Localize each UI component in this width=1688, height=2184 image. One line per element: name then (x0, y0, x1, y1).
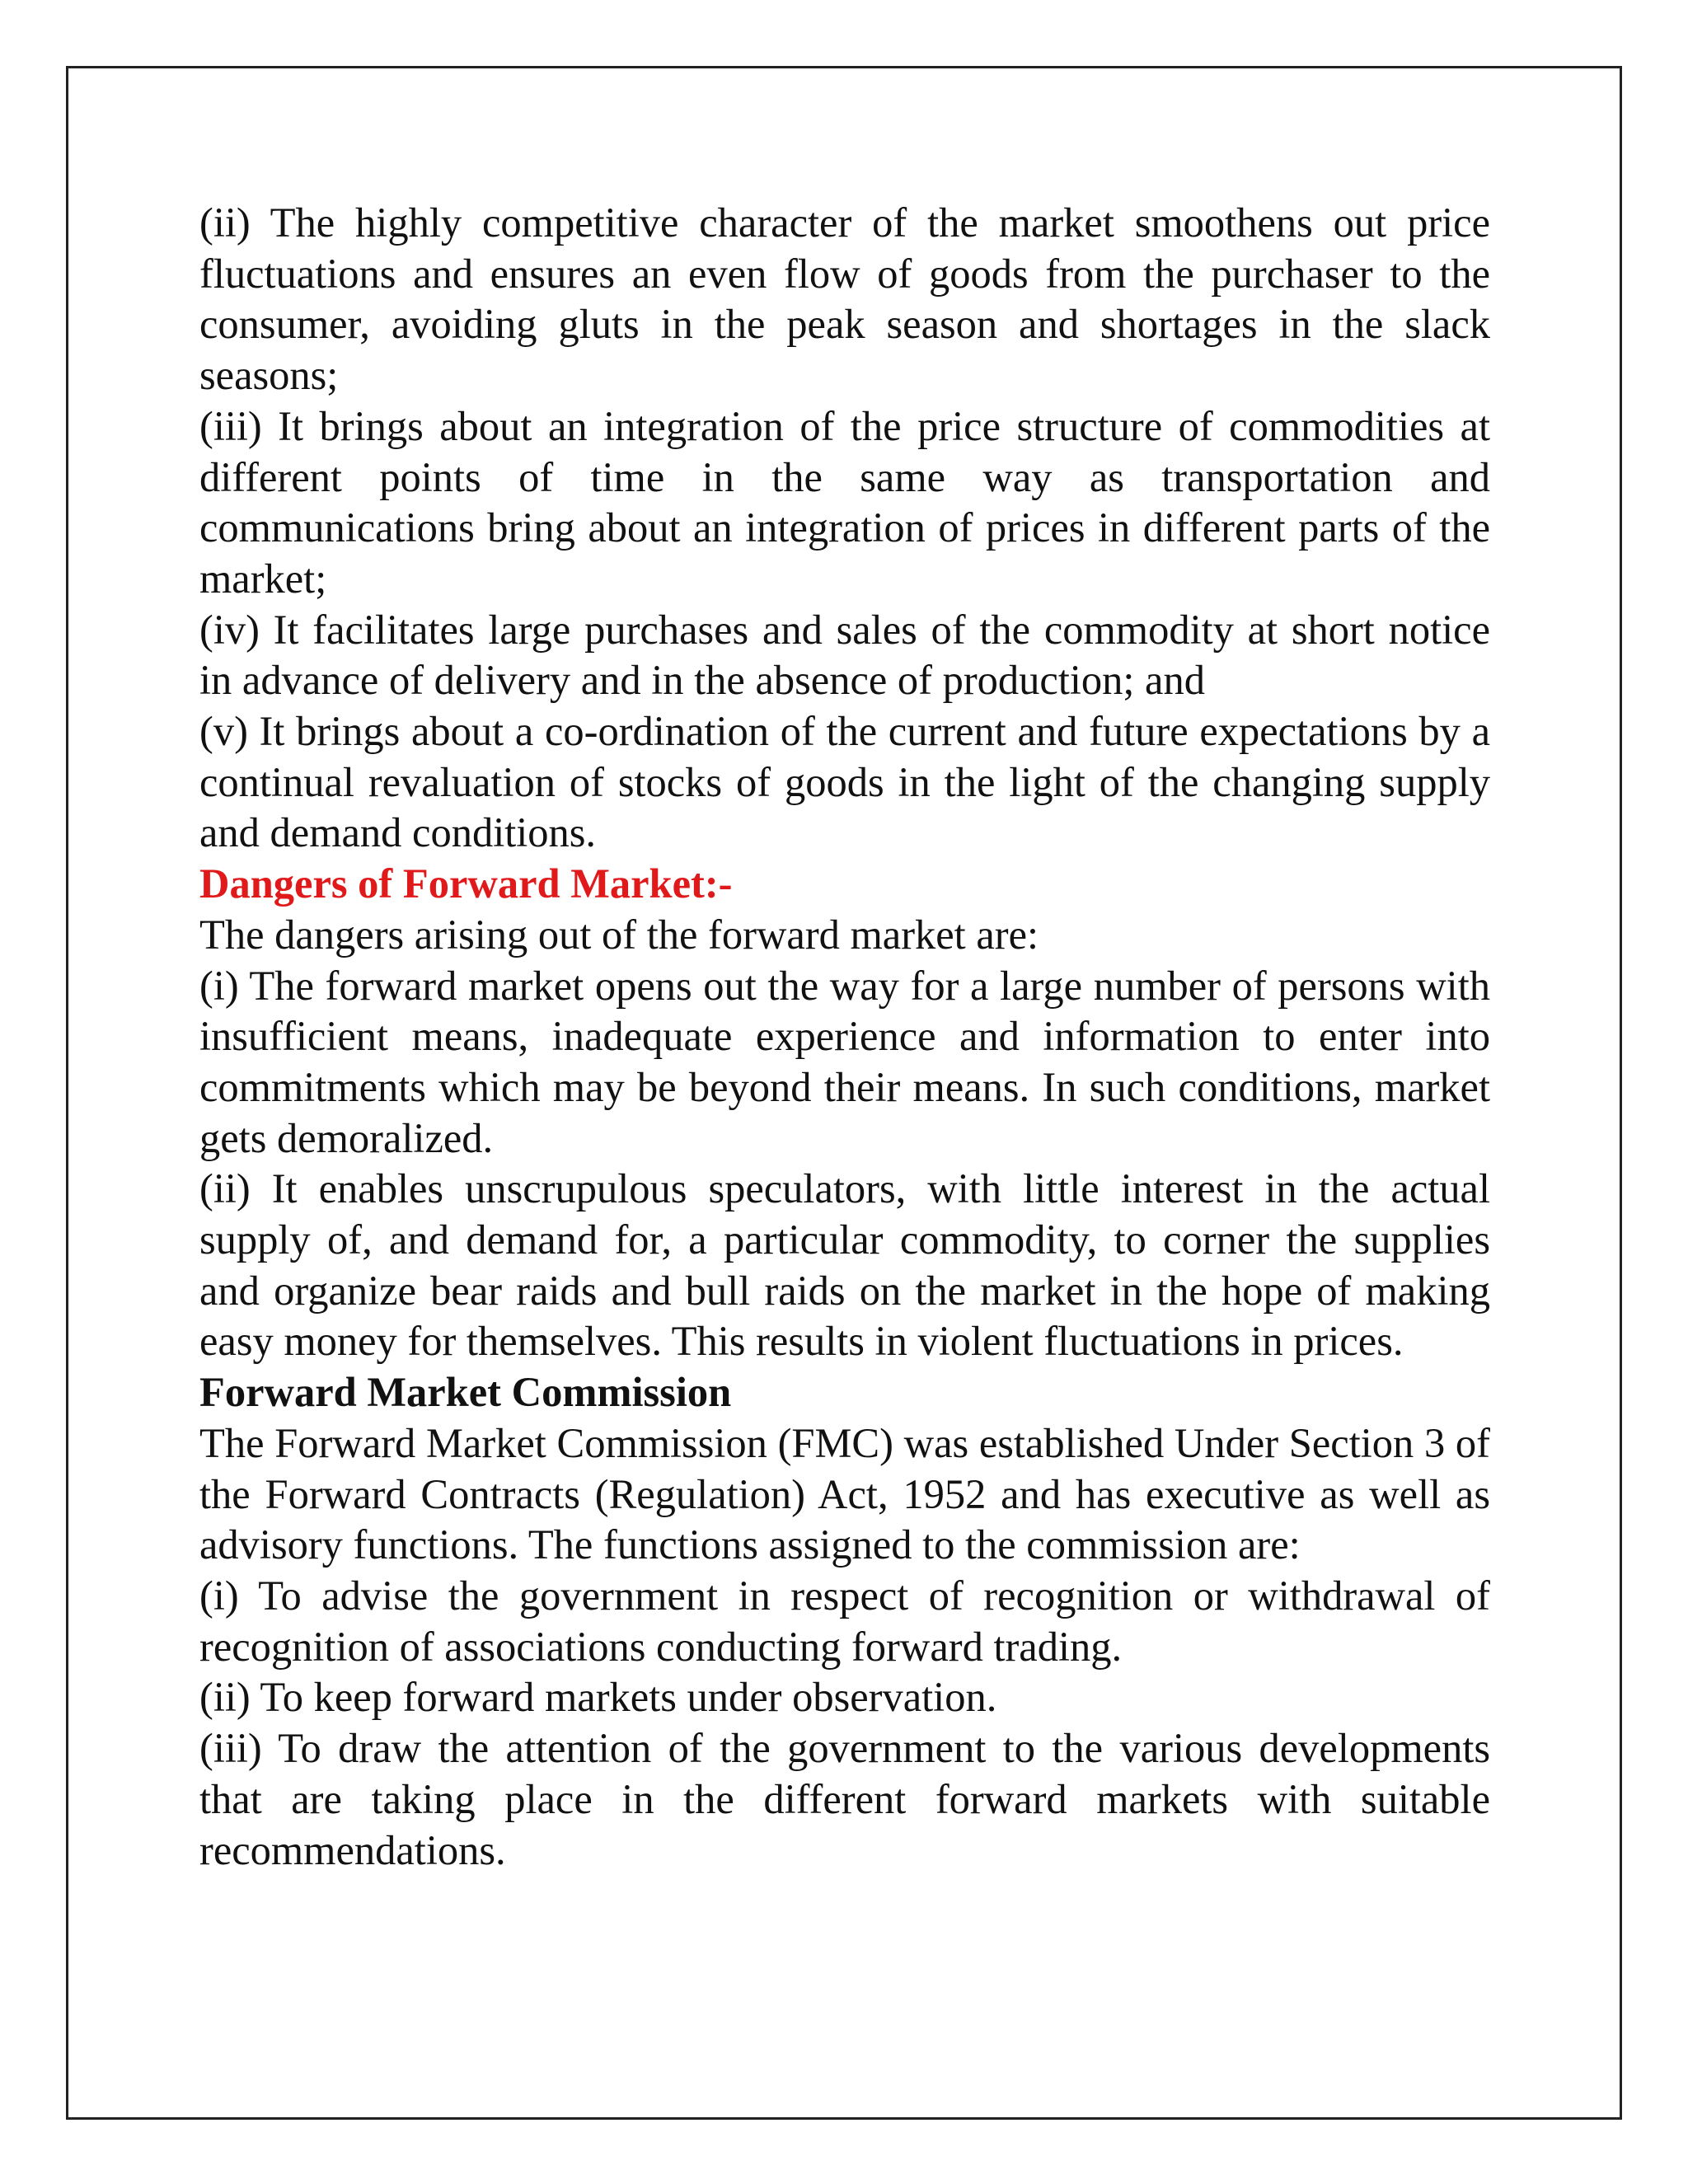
benefit-paragraph-iii: (iii) It brings about an integration of the price structure of commodities at different points of time in the same way as transportation and communications bring about an integration of prices in different parts of the market; (199, 402, 1490, 602)
function-paragraph-i: (i) To advise the government in respect of recognition or withdrawal of recognition of associations conducting forward trading. (199, 1572, 1490, 1670)
dangers-intro: The dangers arising out of the forward market are: (199, 911, 1039, 958)
commission-heading: Forward Market Commission (199, 1369, 732, 1416)
function-paragraph-iii: (iii) To draw the attention of the government to the various developments that are taking place in the different forward markets with suitable recommendations. (199, 1725, 1490, 1873)
dangers-heading: Dangers of Forward Market:- (199, 860, 733, 907)
danger-paragraph-i: (i) The forward market opens out the way for a large number of persons with insufficient means, inadequate experience and information to enter into commitments which may be beyond their means. In such conditions, market gets demoralized. (199, 962, 1490, 1161)
document-body (199, 198, 1490, 1876)
commission-intro: The Forward Market Commission (FMC) was established Under Section 3 of the Forward Contracts (Regulation) Act, 1952 and has executive as well as advisory functions. The functions assigned to the commission are: (199, 1419, 1490, 1568)
danger-paragraph-ii: (ii) It enables unscrupulous speculators, with little interest in the actual supply of, and demand for, a particular commodity, to corner the supplies and organize bear raids and bull raids on the market in the hope of making easy money for themselves. This results in violent fluctuations in prices. (199, 1165, 1490, 1365)
benefit-paragraph-ii: (ii) The highly competitive character of the market smoothens out price fluctuations and ensures an even flow of goods from the purchaser to the consumer, avoiding gluts in the peak season and shortages in the slack seasons; (199, 199, 1490, 399)
benefit-paragraph-v: (v) It brings about a co-ordination of the current and future expectations by a continual revaluation of stocks of goods in the light of the changing supply and demand conditions. (199, 708, 1490, 856)
benefit-paragraph-iv: (iv) It facilitates large purchases and sales of the commodity at short notice in advance of delivery and in the absence of production; and (199, 606, 1490, 704)
function-paragraph-ii: (ii) To keep forward markets under observation. (199, 1674, 997, 1721)
